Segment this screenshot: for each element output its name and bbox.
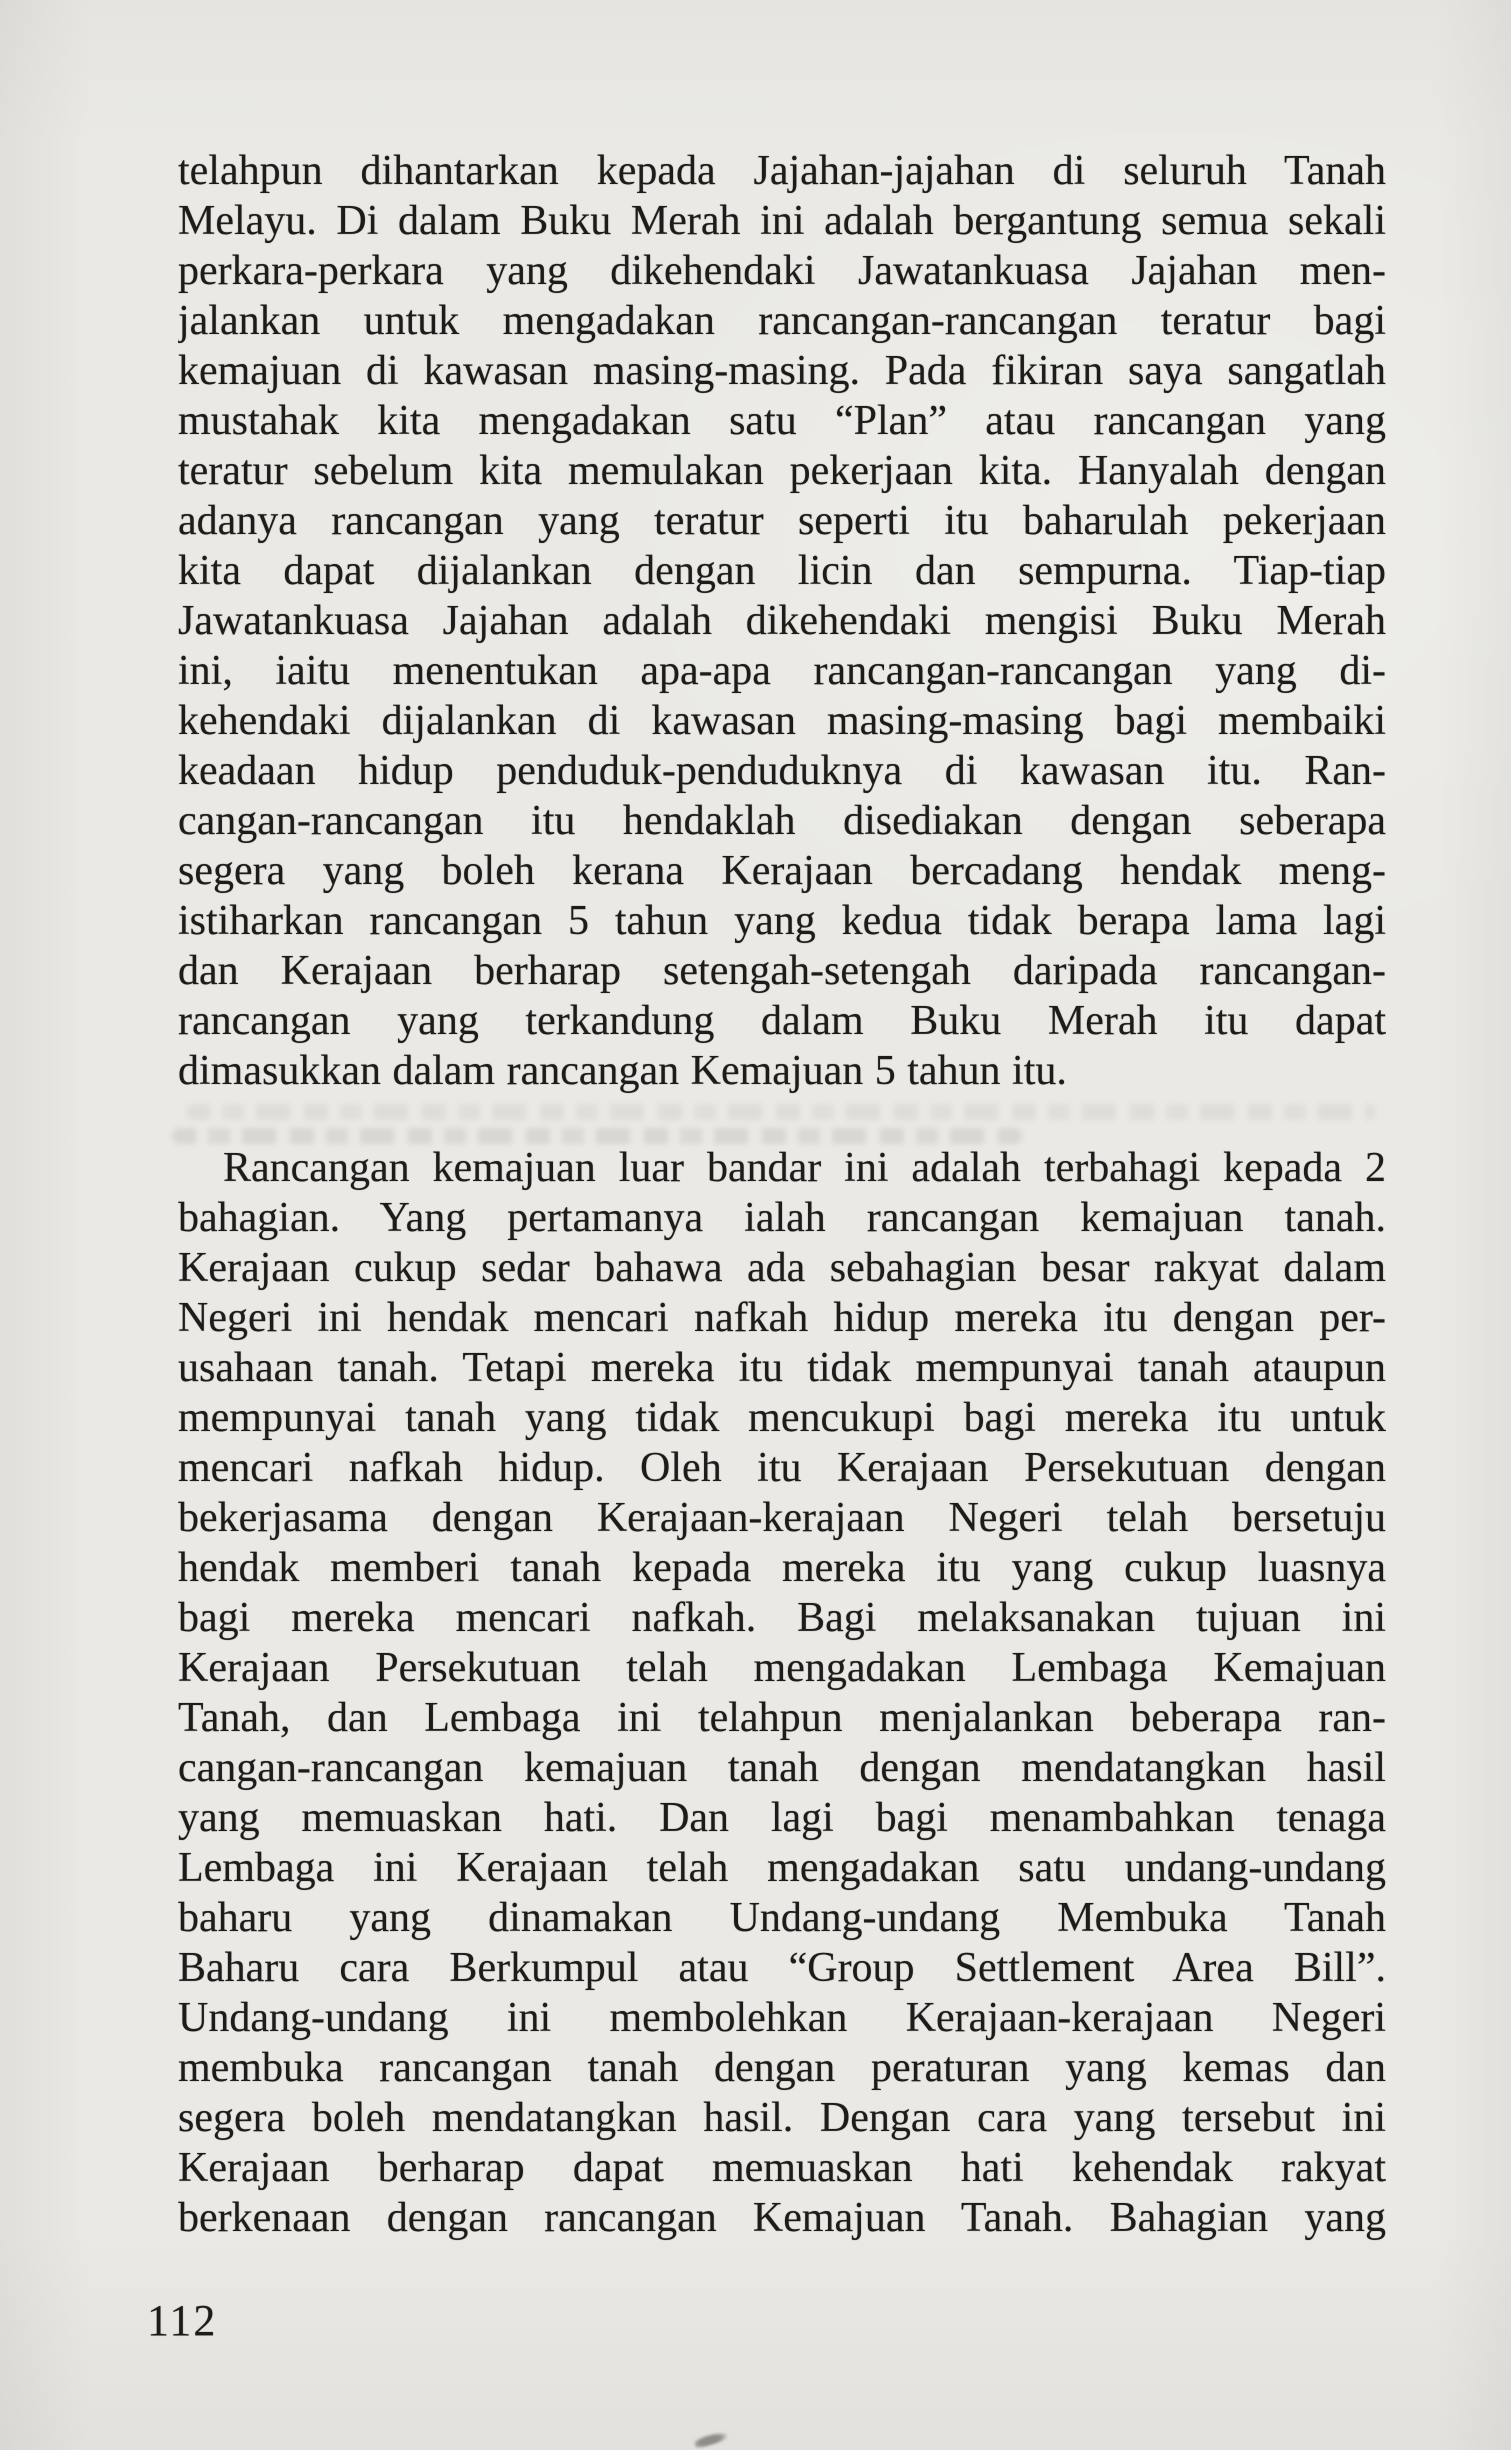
text-line: Tanah, dan Lembaga ini telahpun menjalankan beberapa ran- <box>178 1695 1386 1741</box>
text-line: mempunyai tanah yang tidak mencukupi bagi mereka itu untuk <box>178 1395 1386 1441</box>
text-line: Jawatankuasa Jajahan adalah dikehendaki mengisi Buku Merah <box>178 598 1386 644</box>
text-line: berkenaan dengan rancangan Kemajuan Tanah. Bahagian yang <box>178 2195 1386 2241</box>
text-line: dimasukkan dalam rancangan Kemajuan 5 tahun itu. <box>178 1048 1067 1094</box>
text-line: yang memuaskan hati. Dan lagi bagi menambahkan tenaga <box>178 1795 1386 1841</box>
text-line: mustahak kita mengadakan satu “Plan” atau rancangan yang <box>178 398 1386 444</box>
text-line: bahagian. Yang pertamanya ialah rancangan kemajuan tanah. <box>178 1195 1386 1241</box>
text-line: Undang-undang ini membolehkan Kerajaan-kerajaan Negeri <box>178 1995 1386 2041</box>
text-line: bekerjasama dengan Kerajaan-kerajaan Negeri telah bersetuju <box>178 1495 1386 1541</box>
text-line: Kerajaan berharap dapat memuaskan hati kehendak rakyat <box>178 2145 1386 2191</box>
text-line: bagi mereka mencari nafkah. Bagi melaksanakan tujuan ini <box>178 1595 1386 1641</box>
text-line: baharu yang dinamakan Undang-undang Membuka Tanah <box>178 1895 1386 1941</box>
text-line: cangan-rancangan kemajuan tanah dengan mendatangkan hasil <box>178 1745 1386 1791</box>
text-line: Kerajaan cukup sedar bahawa ada sebahagian besar rakyat dalam <box>178 1245 1386 1291</box>
text-line: Kerajaan Persekutuan telah mengadakan Lembaga Kemajuan <box>178 1645 1386 1691</box>
text-line: dan Kerajaan berharap setengah-setengah daripada rancangan- <box>178 948 1386 994</box>
scan-artifact-mark <box>693 2430 729 2450</box>
text-line: kita dapat dijalankan dengan licin dan sempurna. Tiap-tiap <box>178 548 1386 594</box>
text-line: Rancangan kemajuan luar bandar ini adalah terbahagi kepada 2 <box>223 1145 1386 1191</box>
text-line: ini, iaitu menentukan apa-apa rancangan-rancangan yang di- <box>178 648 1386 694</box>
text-line: istiharkan rancangan 5 tahun yang kedua tidak berapa lama lagi <box>178 898 1386 944</box>
text-line: keadaan hidup penduduk-penduduknya di kawasan itu. Ran- <box>178 748 1386 794</box>
text-line: Melayu. Di dalam Buku Merah ini adalah bergantung semua sekali <box>178 198 1386 244</box>
text-line: segera yang boleh kerana Kerajaan bercadang hendak meng- <box>178 848 1386 894</box>
text-line: usahaan tanah. Tetapi mereka itu tidak mempunyai tanah ataupun <box>178 1345 1386 1391</box>
ink-bleed-through-line <box>186 1104 1376 1120</box>
text-line: rancangan yang terkandung dalam Buku Merah itu dapat <box>178 998 1386 1044</box>
text-line: adanya rancangan yang teratur seperti itu baharulah pekerjaan <box>178 498 1386 544</box>
text-line: teratur sebelum kita memulakan pekerjaan kita. Hanyalah dengan <box>178 448 1386 494</box>
text-line: Negeri ini hendak mencari nafkah hidup mereka itu dengan per- <box>178 1295 1386 1341</box>
text-line: membuka rancangan tanah dengan peraturan yang kemas dan <box>178 2045 1386 2091</box>
paragraph <box>178 1143 1386 2243</box>
ink-bleed-through-line <box>172 1128 1022 1144</box>
text-line: telahpun dihantarkan kepada Jajahan-jajahan di seluruh Tanah <box>178 148 1386 194</box>
text-line: kemajuan di kawasan masing-masing. Pada fikiran saya sangatlah <box>178 348 1386 394</box>
text-line: cangan-rancangan itu hendaklah disediakan dengan seberapa <box>178 798 1386 844</box>
text-line: jalankan untuk mengadakan rancangan-rancangan teratur bagi <box>178 298 1386 344</box>
text-line: segera boleh mendatangkan hasil. Dengan cara yang tersebut ini <box>178 2095 1386 2141</box>
text-line: perkara-perkara yang dikehendaki Jawatankuasa Jajahan men- <box>178 248 1386 294</box>
text-line: Lembaga ini Kerajaan telah mengadakan satu undang-undang <box>178 1845 1386 1891</box>
paragraph <box>178 146 1386 1096</box>
text-line: Baharu cara Berkumpul atau “Group Settlement Area Bill”. <box>178 1945 1386 1991</box>
text-line: kehendaki dijalankan di kawasan masing-masing bagi membaiki <box>178 698 1386 744</box>
text-line: hendak memberi tanah kepada mereka itu yang cukup luasnya <box>178 1545 1386 1591</box>
page-number: 112 <box>147 2296 218 2345</box>
page-text-block <box>178 146 1386 2243</box>
text-line: mencari nafkah hidup. Oleh itu Kerajaan Persekutuan dengan <box>178 1445 1386 1491</box>
